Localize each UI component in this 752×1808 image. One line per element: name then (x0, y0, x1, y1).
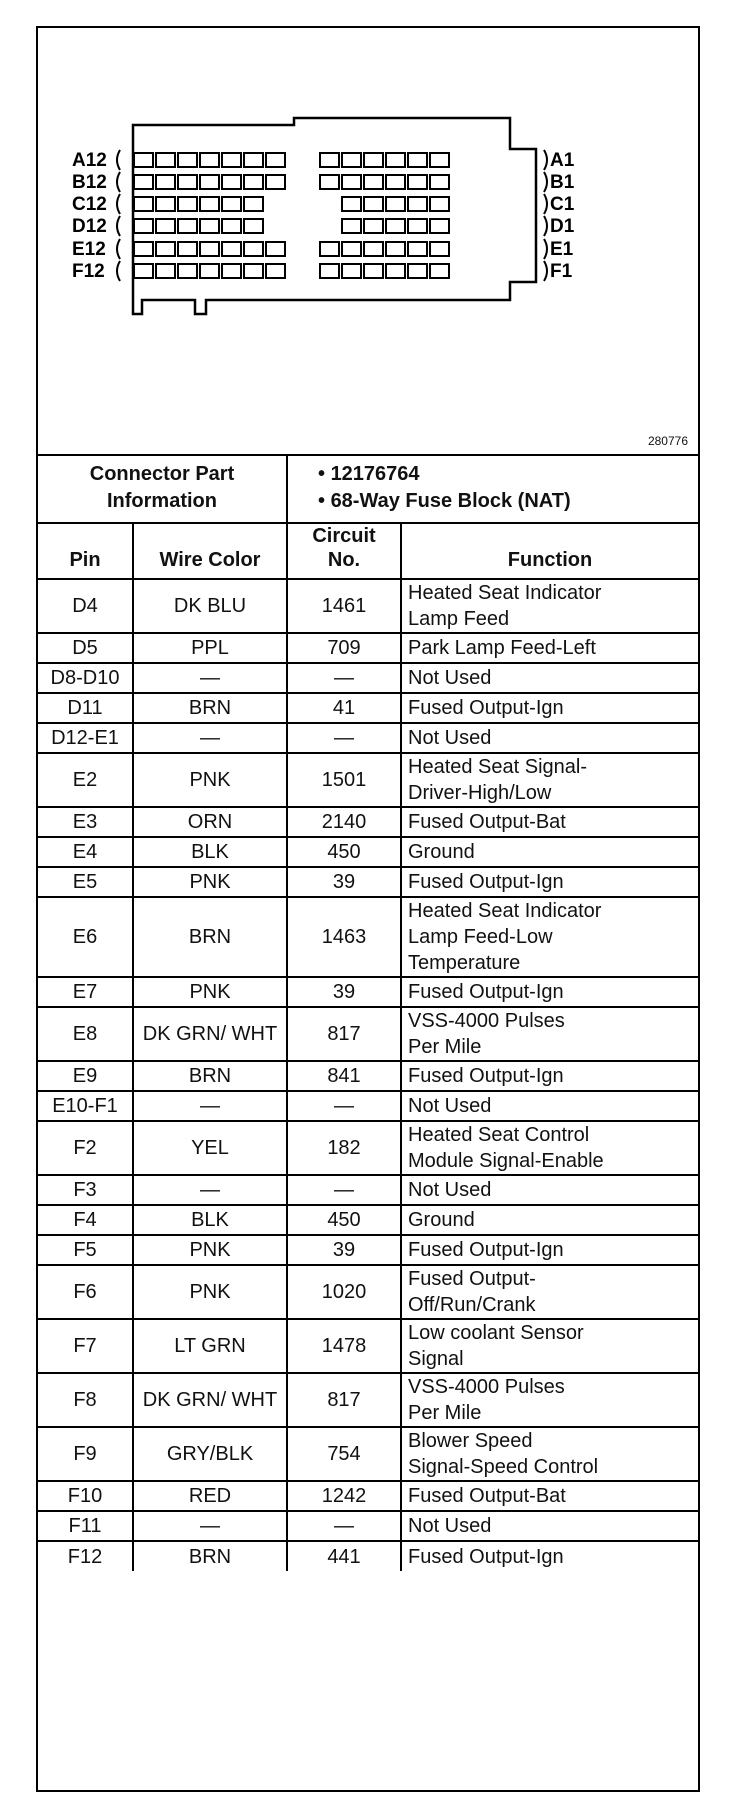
pin-cavity (364, 264, 383, 278)
pin-cell: F3 (38, 1175, 133, 1205)
pin-cavity (200, 175, 219, 189)
function-line: Not Used (408, 1095, 492, 1117)
pin-cavity (200, 242, 219, 256)
pin-cavity (320, 264, 339, 278)
function-line: Fused Output-Bat (408, 1485, 566, 1507)
table-row (38, 1091, 698, 1121)
function-cell (401, 1061, 698, 1091)
circuit-cell: 450 (287, 1205, 401, 1235)
pin-cavity (320, 175, 339, 189)
pin-cavity (408, 242, 427, 256)
wire-color-cell: PPL (133, 633, 287, 663)
connector-housing-outline (133, 118, 536, 314)
row-bracket-right (544, 172, 547, 192)
table-row (38, 1265, 698, 1319)
function-line: Fused Output-Ign (408, 981, 564, 1003)
circuit-cell: 39 (287, 977, 401, 1007)
function-line: Lamp Feed (408, 608, 510, 630)
function-line: Not Used (408, 1515, 492, 1537)
function-line: Heated Seat Signal- (408, 756, 588, 778)
table-row (38, 1373, 698, 1427)
pin-cavity (178, 242, 197, 256)
pin-cell: D4 (38, 579, 133, 633)
function-line: Not Used (408, 667, 492, 689)
function-cell (401, 1481, 698, 1511)
pin-cell: E10-F1 (38, 1091, 133, 1121)
pin-cavity (222, 175, 241, 189)
connector-diagram-panel (38, 28, 698, 456)
function-cell (401, 579, 698, 633)
table-row (38, 837, 698, 867)
pin-cavity (408, 219, 427, 233)
wire-color-cell: PNK (133, 867, 287, 897)
pin-cavity (342, 197, 361, 211)
table-row (38, 693, 698, 723)
pin-cavity (134, 219, 153, 233)
pin-cavity (222, 264, 241, 278)
circuit-cell: — (287, 1175, 401, 1205)
pin-cell: F11 (38, 1511, 133, 1541)
pin-cell: F9 (38, 1427, 133, 1481)
pin-cell: F12 (38, 1541, 133, 1571)
row-label-left: D12 (72, 216, 107, 237)
pin-cavity (178, 219, 197, 233)
pin-cavity (156, 242, 175, 256)
function-cell (401, 1121, 698, 1175)
row-label-left: B12 (72, 172, 107, 193)
function-line: Signal-Speed Control (408, 1456, 599, 1478)
row-bracket-right (544, 150, 547, 170)
circuit-cell: 1501 (287, 753, 401, 807)
function-line: Park Lamp Feed-Left (408, 637, 596, 659)
pin-cavity (244, 175, 263, 189)
table-row (38, 1175, 698, 1205)
pin-cavity (200, 219, 219, 233)
pin-cavity (200, 197, 219, 211)
function-cell (401, 633, 698, 663)
function-line: Low coolant Sensor (408, 1322, 584, 1344)
pin-cavity (386, 175, 405, 189)
row-bracket-left (117, 194, 120, 214)
pin-cavity (408, 197, 427, 211)
wire-color-cell: BRN (133, 693, 287, 723)
circuit-cell: 1463 (287, 897, 401, 977)
wire-color-cell: PNK (133, 753, 287, 807)
circuit-cell: 709 (287, 633, 401, 663)
wire-color-cell: PNK (133, 977, 287, 1007)
info-label-line2: Information (107, 490, 217, 512)
function-cell (401, 837, 698, 867)
row-bracket-right (544, 216, 547, 236)
wire-color-cell: DK BLU (133, 579, 287, 633)
pin-cavity (266, 153, 285, 167)
pin-cavity (430, 197, 449, 211)
function-cell (401, 1007, 698, 1061)
circuit-cell: 182 (287, 1121, 401, 1175)
table-row (38, 977, 698, 1007)
row-label-right: C1 (550, 194, 575, 215)
pin-cavity (342, 219, 361, 233)
wire-color-cell: — (133, 1091, 287, 1121)
function-line: Fused Output- (408, 1268, 536, 1290)
function-line: Driver-High/Low (408, 782, 552, 804)
connector-info-row (38, 454, 698, 523)
table-row (38, 663, 698, 693)
wire-color-cell: ORN (133, 807, 287, 837)
function-line: Per Mile (408, 1036, 482, 1058)
circuit-cell: 1478 (287, 1319, 401, 1373)
circuit-cell: 450 (287, 837, 401, 867)
circuit-cell: 2140 (287, 807, 401, 837)
pin-cell: E7 (38, 977, 133, 1007)
pin-cavity (178, 197, 197, 211)
pin-cell: E4 (38, 837, 133, 867)
circuit-cell: — (287, 663, 401, 693)
table-row (38, 1235, 698, 1265)
pin-cavity (244, 264, 263, 278)
pin-cell: F4 (38, 1205, 133, 1235)
pin-cell: F8 (38, 1373, 133, 1427)
circuit-cell: 41 (287, 693, 401, 723)
pin-cell: E6 (38, 897, 133, 977)
circuit-cell: 841 (287, 1061, 401, 1091)
pin-cavity (342, 153, 361, 167)
wire-color-cell: — (133, 663, 287, 693)
wire-color-cell: DK GRN/ WHT (133, 1007, 287, 1061)
pin-cavity (364, 219, 383, 233)
function-cell (401, 723, 698, 753)
table-row (38, 867, 698, 897)
connector-part-number: • 12176764 (318, 461, 692, 488)
pin-cavity (430, 219, 449, 233)
table-row (38, 1319, 698, 1373)
function-cell (401, 1235, 698, 1265)
pin-cavity (408, 153, 427, 167)
row-bracket-right (544, 194, 547, 214)
function-line: Not Used (408, 1179, 492, 1201)
pin-cavity (386, 219, 405, 233)
info-label-line1: Connector Part (89, 463, 235, 485)
table-row (38, 1121, 698, 1175)
circuit-cell: — (287, 723, 401, 753)
function-line: Lamp Feed-Low (408, 926, 553, 948)
table-row (38, 807, 698, 837)
table-header-row (38, 523, 698, 579)
pin-cavity (178, 175, 197, 189)
connector-info-label (38, 454, 287, 523)
function-line: Fused Output-Ign (408, 1545, 564, 1568)
circuit-header-line2: No. (327, 549, 361, 571)
connector-info-values (287, 454, 698, 523)
pin-cell: E2 (38, 753, 133, 807)
pin-cavity (222, 197, 241, 211)
row-bracket-left (117, 150, 120, 170)
function-line: Fused Output-Ign (408, 1065, 564, 1087)
pin-cavity (430, 153, 449, 167)
pin-cavity (266, 242, 285, 256)
circuit-cell: 39 (287, 1235, 401, 1265)
circuit-cell: 1020 (287, 1265, 401, 1319)
pin-cell: E3 (38, 807, 133, 837)
pin-cell: F6 (38, 1265, 133, 1319)
pin-cavity (156, 219, 175, 233)
row-label-left: E12 (72, 239, 106, 260)
row-label-right: D1 (550, 216, 575, 237)
pin-cavity (244, 153, 263, 167)
pin-cavity (430, 175, 449, 189)
row-bracket-left (117, 216, 120, 236)
wire-color-cell: LT GRN (133, 1319, 287, 1373)
function-cell (401, 1511, 698, 1541)
connector-description: • 68-Way Fuse Block (NAT) (318, 488, 692, 515)
circuit-cell: 754 (287, 1427, 401, 1481)
figure-number: 280776 (647, 434, 688, 448)
function-line: Temperature (408, 952, 521, 974)
pin-cell: F5 (38, 1235, 133, 1265)
table-row (38, 723, 698, 753)
row-bracket-right (544, 261, 547, 281)
connector-sheet (36, 26, 700, 1792)
function-cell (401, 1175, 698, 1205)
circuit-header (287, 523, 401, 579)
pin-cell: F10 (38, 1481, 133, 1511)
circuit-cell: 817 (287, 1373, 401, 1427)
circuit-cell: 817 (287, 1007, 401, 1061)
pinout-table (38, 454, 698, 1571)
pin-cavity (364, 197, 383, 211)
function-cell (401, 663, 698, 693)
pin-cell: D12-E1 (38, 723, 133, 753)
function-line: Signal (408, 1348, 464, 1370)
function-line: Per Mile (408, 1402, 482, 1424)
function-cell (401, 1265, 698, 1319)
pin-cell: F2 (38, 1121, 133, 1175)
function-cell (401, 1319, 698, 1373)
pin-cavity (364, 175, 383, 189)
circuit-cell: 1461 (287, 579, 401, 633)
wire-color-cell: BLK (133, 1205, 287, 1235)
table-row (38, 1061, 698, 1091)
pin-cell: D11 (38, 693, 133, 723)
pin-cavity (266, 264, 285, 278)
pin-cavity (364, 242, 383, 256)
pin-cavity (222, 153, 241, 167)
table-row (38, 579, 698, 633)
row-label-right: E1 (550, 239, 574, 260)
function-line: Module Signal-Enable (408, 1150, 604, 1172)
function-line: Not Used (408, 727, 492, 749)
function-cell (401, 977, 698, 1007)
pin-cavity (386, 242, 405, 256)
pin-cavity (342, 175, 361, 189)
circuit-cell: — (287, 1511, 401, 1541)
function-line: Blower Speed (408, 1430, 533, 1452)
table-row (38, 1205, 698, 1235)
pin-cavity (134, 197, 153, 211)
function-line: VSS-4000 Pulses (408, 1376, 565, 1398)
wire-color-header: Wire Color (133, 523, 287, 579)
function-line: VSS-4000 Pulses (408, 1010, 565, 1032)
pin-cavity (342, 242, 361, 256)
pin-cavity (320, 153, 339, 167)
pin-cavity (134, 264, 153, 278)
row-label-right: B1 (550, 172, 575, 193)
table-row (38, 1541, 698, 1571)
pin-header: Pin (38, 523, 133, 579)
function-line: Fused Output-Ign (408, 697, 564, 719)
pin-cavity (244, 242, 263, 256)
function-cell (401, 1373, 698, 1427)
wire-color-cell: BRN (133, 1541, 287, 1571)
function-cell (401, 753, 698, 807)
table-row (38, 633, 698, 663)
function-line: Ground (408, 1209, 475, 1231)
connector-face-diagram (38, 28, 698, 454)
pin-cell: D8-D10 (38, 663, 133, 693)
wire-color-cell: DK GRN/ WHT (133, 1373, 287, 1427)
wire-color-cell: PNK (133, 1235, 287, 1265)
wire-color-cell: PNK (133, 1265, 287, 1319)
wire-color-cell: RED (133, 1481, 287, 1511)
function-header: Function (401, 523, 698, 579)
function-line: Fused Output-Ign (408, 871, 564, 893)
function-cell (401, 1091, 698, 1121)
row-label-left: A12 (72, 150, 107, 171)
wire-color-cell: — (133, 1175, 287, 1205)
function-line: Fused Output-Bat (408, 811, 566, 833)
function-cell (401, 897, 698, 977)
pin-cell: F7 (38, 1319, 133, 1373)
pin-cavity (156, 153, 175, 167)
wire-color-cell: BLK (133, 837, 287, 867)
table-row (38, 753, 698, 807)
function-line: Heated Seat Indicator (408, 900, 602, 922)
pin-cell: E5 (38, 867, 133, 897)
pin-cavity (386, 264, 405, 278)
function-cell (401, 867, 698, 897)
circuit-cell: — (287, 1091, 401, 1121)
wire-color-cell: YEL (133, 1121, 287, 1175)
circuit-cell: 1242 (287, 1481, 401, 1511)
pin-cavity (134, 153, 153, 167)
table-row (38, 897, 698, 977)
pin-cavity (222, 242, 241, 256)
pin-cavity (320, 242, 339, 256)
pin-cavity (156, 197, 175, 211)
function-line: Heated Seat Indicator (408, 582, 602, 604)
function-line: Heated Seat Control (408, 1124, 590, 1146)
function-line: Fused Output-Ign (408, 1239, 564, 1261)
pin-cavity (134, 242, 153, 256)
pin-cell: D5 (38, 633, 133, 663)
wire-color-cell: BRN (133, 897, 287, 977)
pin-cavity (408, 175, 427, 189)
pin-cavity (178, 153, 197, 167)
function-cell (401, 1205, 698, 1235)
pin-cavity (134, 175, 153, 189)
table-row (38, 1511, 698, 1541)
function-cell (401, 1427, 698, 1481)
pin-cell: E8 (38, 1007, 133, 1061)
table-row (38, 1427, 698, 1481)
wire-color-cell: — (133, 1511, 287, 1541)
row-bracket-left (117, 172, 120, 192)
function-line: Ground (408, 841, 475, 863)
pin-cell: E9 (38, 1061, 133, 1091)
pin-cavity (156, 175, 175, 189)
pin-cavity (430, 264, 449, 278)
row-label-left: F12 (72, 261, 105, 282)
pin-cavity (408, 264, 427, 278)
pin-cavity (386, 197, 405, 211)
pin-cavity (200, 153, 219, 167)
row-bracket-left (117, 239, 120, 259)
row-bracket-left (117, 261, 120, 281)
table-row (38, 1007, 698, 1061)
circuit-cell: 39 (287, 867, 401, 897)
row-bracket-right (544, 239, 547, 259)
pin-cavity (244, 197, 263, 211)
pin-cavity (430, 242, 449, 256)
pin-cavity (156, 264, 175, 278)
function-line: Off/Run/Crank (408, 1294, 536, 1316)
pin-cavity (200, 264, 219, 278)
circuit-header-line1: Circuit (312, 525, 376, 547)
row-label-left: C12 (72, 194, 107, 215)
circuit-cell: 441 (287, 1541, 401, 1571)
pin-cavity (222, 219, 241, 233)
row-label-right: F1 (550, 261, 573, 282)
table-row (38, 1481, 698, 1511)
pin-cavity (244, 219, 263, 233)
function-cell (401, 693, 698, 723)
wire-color-cell: GRY/BLK (133, 1427, 287, 1481)
pin-cavity (178, 264, 197, 278)
wire-color-cell: BRN (133, 1061, 287, 1091)
function-cell (401, 1541, 698, 1571)
pin-cavity (342, 264, 361, 278)
pin-cavity (364, 153, 383, 167)
function-cell (401, 807, 698, 837)
row-label-right: A1 (550, 150, 575, 171)
pin-cavity (386, 153, 405, 167)
wire-color-cell: — (133, 723, 287, 753)
pin-cavity (266, 175, 285, 189)
